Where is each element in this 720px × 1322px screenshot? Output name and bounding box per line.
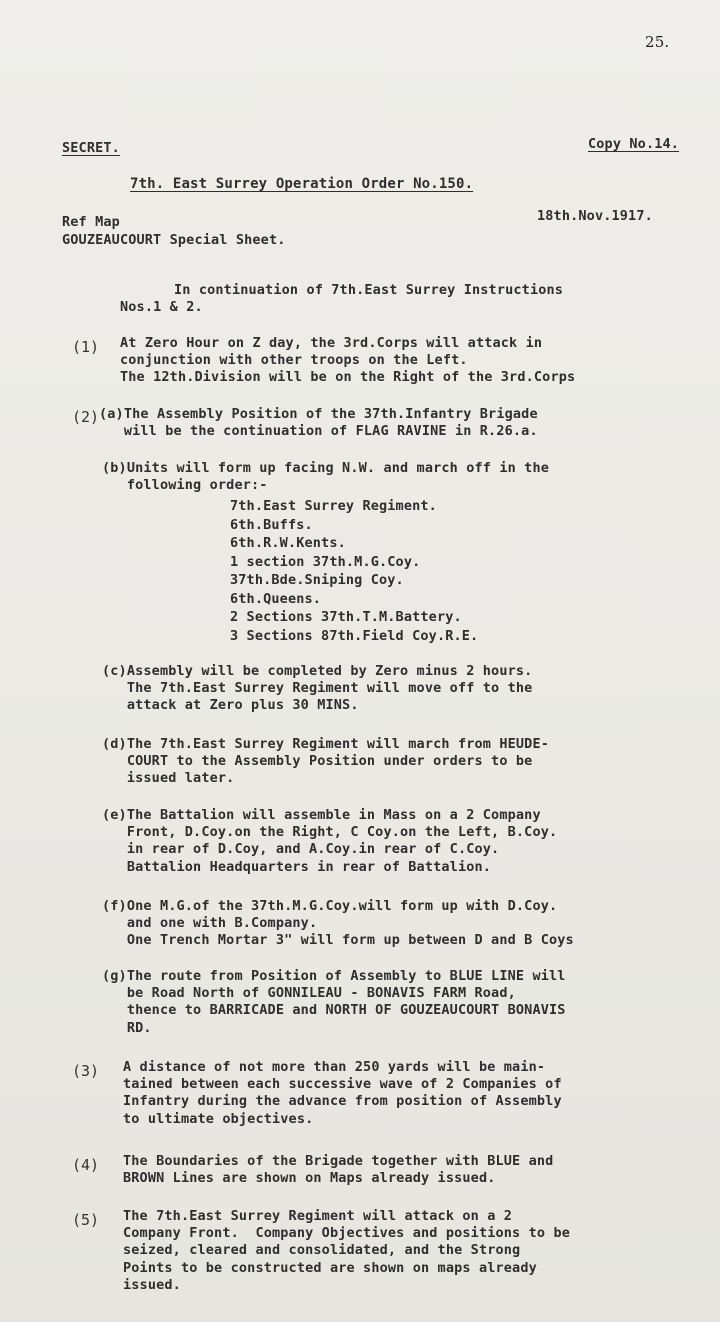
para-line: Points to be constructed are shown on maps already — [123, 1259, 537, 1276]
para-number: (1) — [72, 338, 100, 356]
document-title: 7th. East Surrey Operation Order No.150. — [130, 176, 474, 192]
para-line: (g)The route from Position of Assembly to BLUE LINE will — [102, 968, 566, 984]
para-line: A distance of not more than 250 yards will be main- — [123, 1059, 546, 1075]
paragraph-2b — [102, 460, 549, 494]
para-line: The 7th.East Surrey Regiment will move off to the — [102, 680, 533, 697]
para-line: Battalion Headquarters in rear of Battalion. — [102, 858, 492, 875]
map-sheet: GOUZEAUCOURT Special Sheet. — [62, 232, 286, 248]
list-item: 37th.Bde.Sniping Coy. — [230, 572, 404, 588]
classification-label: SECRET. — [62, 140, 120, 156]
para-line: and one with B.Company. — [102, 915, 318, 932]
list-item: 2 Sections 37th.T.M.Battery. — [230, 609, 462, 625]
para-line: conjunction with other troops on the Left. — [120, 352, 468, 369]
para-line: (d)The 7th.East Surrey Regiment will march from HEUDE- — [102, 736, 549, 752]
para-line: in rear of D.Coy, and A.Coy.in rear of C.Coy. — [102, 841, 500, 858]
order-date: 18th.Nov.1917. — [537, 208, 653, 224]
paragraph-4 — [123, 1153, 553, 1187]
para-line: issued. — [123, 1276, 181, 1293]
list-item: 3 Sections 87th.Field Coy.R.E. — [230, 627, 479, 644]
para-line: following order:- — [102, 477, 268, 494]
paragraph-2a — [99, 406, 538, 440]
paragraph-2e — [102, 807, 557, 876]
para-line: will be the continuation of FLAG RAVINE in R.26.a. — [99, 423, 538, 440]
para-line: COURT to the Assembly Position under orders to be — [102, 753, 533, 770]
para-line: (c)Assembly will be completed by Zero minus 2 hours. — [102, 663, 533, 679]
paragraph-1 — [120, 335, 575, 387]
para-line: be Road North of GONNILEAU - BONAVIS FARM Road, — [102, 985, 516, 1002]
para-number: (2) — [72, 408, 100, 426]
paragraph-2d — [102, 736, 549, 788]
march-order-list — [230, 497, 478, 645]
list-item: 1 section 37th.M.G.Coy. — [230, 553, 421, 570]
para-line: The Boundaries of the Brigade together with BLUE and — [123, 1153, 554, 1169]
paragraph-2c — [102, 663, 532, 715]
para-line: thence to BARRICADE and NORTH OF GOUZEAUCOURT BONAVIS — [102, 1002, 566, 1019]
paragraph-5 — [123, 1208, 570, 1294]
intro-paragraph — [120, 282, 563, 316]
para-line: At Zero Hour on Z day, the 3rd.Corps will attack in — [120, 335, 543, 351]
para-line: (a)The Assembly Position of the 37th.Infantry Brigade — [99, 406, 538, 422]
para-line: BROWN Lines are shown on Maps already issued. — [123, 1170, 496, 1187]
para-line: tained between each successive wave of 2 Companies of — [123, 1076, 562, 1093]
para-line: issued later. — [102, 770, 235, 787]
para-line: Front, D.Coy.on the Right, C Coy.on the Left, B.Coy. — [102, 824, 558, 841]
para-line: seized, cleared and consolidated, and the Strong — [123, 1242, 521, 1259]
para-line: (f)One M.G.of the 37th.M.G.Coy.will form up with D.Coy. — [102, 898, 558, 914]
para-line: (e)The Battalion will assemble in Mass on a 2 Company — [102, 807, 541, 823]
paragraph-3 — [123, 1059, 562, 1128]
page-number: 25. — [645, 33, 670, 51]
list-item: 6th.Queens. — [230, 590, 322, 607]
para-number: (3) — [72, 1062, 100, 1080]
para-line: One Trench Mortar 3" will form up between D and B Coys — [102, 932, 574, 949]
intro-line: Nos.1 & 2. — [120, 299, 203, 316]
para-line: RD. — [102, 1019, 152, 1036]
para-line: The 7th.East Surrey Regiment will attack on a 2 — [123, 1208, 513, 1224]
para-line: Company Front. Company Objectives and positions to be — [123, 1225, 570, 1242]
para-line: The 12th.Division will be on the Right of the 3rd.Corps — [120, 369, 576, 386]
para-number: (5) — [72, 1211, 100, 1229]
para-line: to ultimate objectives. — [123, 1110, 314, 1127]
ref-map-label: Ref Map — [62, 214, 120, 230]
paragraph-2g — [102, 968, 566, 1037]
intro-line: In continuation of 7th.East Surrey Instructions — [174, 282, 564, 298]
para-line: attack at Zero plus 30 MINS. — [102, 697, 359, 714]
list-item: 7th.East Surrey Regiment. — [230, 498, 437, 514]
para-line: Infantry during the advance from position of Assembly — [123, 1093, 562, 1110]
para-line: (b)Units will form up facing N.W. and march off in the — [102, 460, 549, 476]
paragraph-2f — [102, 898, 574, 950]
para-number: (4) — [72, 1156, 100, 1174]
list-item: 6th.Buffs. — [230, 516, 313, 533]
copy-number: Copy No.14. — [588, 136, 680, 152]
list-item: 6th.R.W.Kents. — [230, 535, 346, 551]
